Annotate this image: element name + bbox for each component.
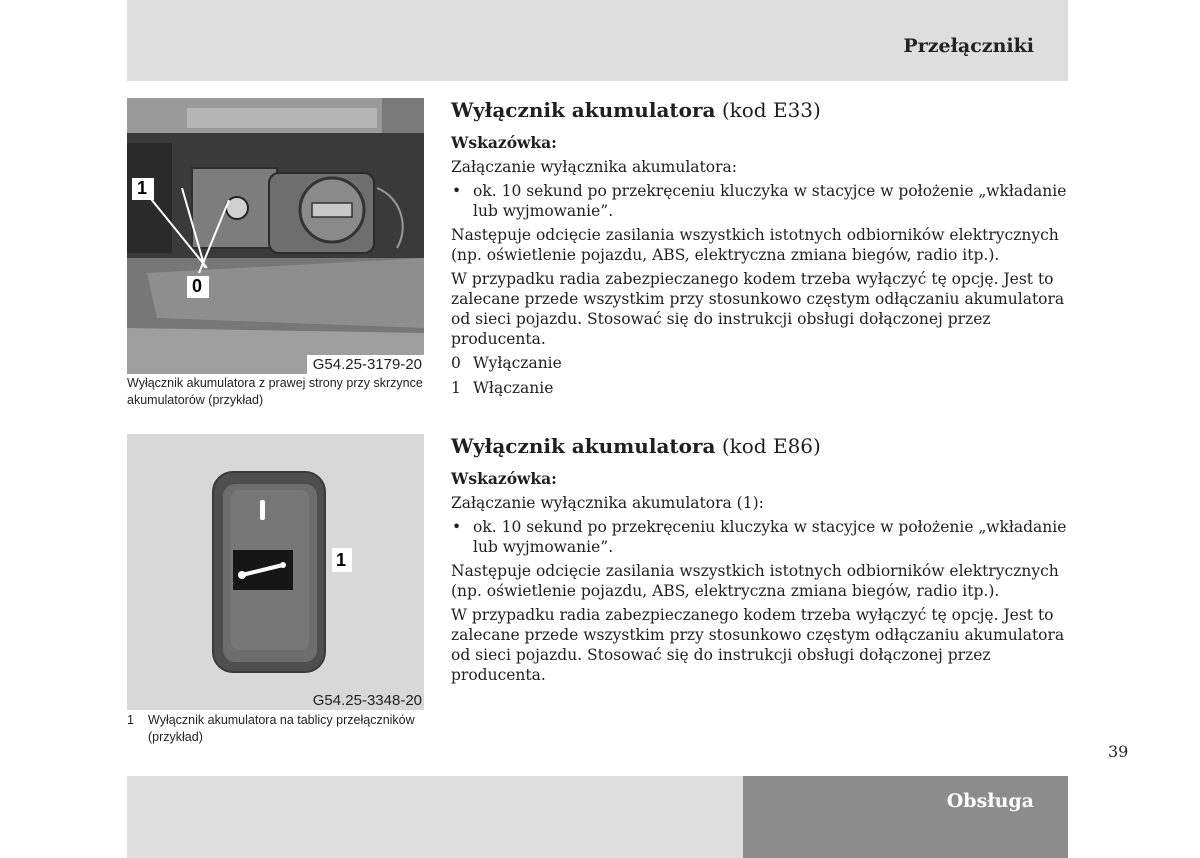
section-e86 — [451, 433, 1071, 689]
paragraph: Następuje odcięcie zasilania wszystkich istotnych odbiorników elektrycznych (np. oświetlenie pojazdu, ABS, elektryczna zmiana biegów, radio itp.). — [451, 562, 1059, 600]
section-e33 — [451, 97, 1071, 403]
position-item — [451, 378, 1071, 398]
rocker-switch-illustration — [127, 434, 424, 710]
chapter-title: Przełączniki — [903, 35, 1034, 57]
figure-code: G54.25-3348-20 — [312, 692, 422, 709]
bullet-text: ok. 10 sekund po przekręceniu kluczyka w stacyjce w położenie „wkładanie lub wyjmowanie”. — [473, 182, 1067, 220]
position-key: 0 — [451, 354, 461, 372]
heading-code: (kod E33) — [715, 98, 821, 122]
caption-number: 1 — [127, 713, 134, 727]
battery-switch-photo-illustration — [127, 98, 424, 374]
position-key: 1 — [451, 379, 461, 397]
paragraph: W przypadku radia zabezpieczanego kodem trzeba wyłączyć tę opcję. Jest to zalecane przede wszystkim przy stosunkowo częstym odłączaniu akumulatora od sieci pojazdu. Stosować się do instrukcji obsługi dołączonej przez producenta. — [451, 270, 1065, 348]
bullet-item — [451, 181, 1071, 221]
section-heading — [451, 97, 1071, 123]
figure-code: G54.25-3179-20 — [307, 355, 424, 374]
rocker-switch-drawing — [127, 434, 424, 710]
bullet-dot-icon: • — [452, 182, 462, 200]
figure-caption: Wyłącznik akumulatora z prawej strony przy skrzynce akumulatorów (przykład) — [127, 376, 423, 407]
intro-text: Załączanie wyłącznika akumulatora: — [451, 158, 737, 176]
position-label: Włączanie — [473, 379, 554, 397]
bullet-item — [451, 517, 1071, 557]
paragraph: W przypadku radia zabezpieczanego kodem trzeba wyłączyć tę opcję. Jest to zalecane przede wszystkim przy stosunkowo częstym odłączaniu akumulatora od sieci pojazdu. Stosować się do instrukcji obsługi dołączonej przez producenta. — [451, 606, 1065, 684]
position-item — [451, 353, 1071, 373]
note-label: Wskazówka: — [451, 469, 557, 488]
battery-switch-photo — [127, 98, 424, 374]
callout-1-label: 1 — [336, 550, 347, 570]
heading-code: (kod E86) — [715, 434, 821, 458]
footer-band — [127, 776, 743, 858]
bullet-text: ok. 10 sekund po przekręceniu kluczyka w stacyjce w położenie „wkładanie lub wyjmowanie”. — [473, 518, 1067, 556]
callout-0-label: 0 — [192, 276, 203, 296]
intro-text: Załączanie wyłącznika akumulatora (1): — [451, 494, 764, 512]
footer-section-title: Obsługa — [946, 790, 1034, 812]
callout-1-label: 1 — [137, 178, 148, 198]
position-label: Wyłączanie — [473, 354, 562, 372]
paragraph: Następuje odcięcie zasilania wszystkich istotnych odbiorników elektrycznych (np. oświetlenie pojazdu, ABS, elektryczna zmiana biegów, radio itp.). — [451, 226, 1059, 264]
heading-bold: Wyłącznik akumulatora — [451, 98, 716, 122]
page-number: 39 — [1108, 742, 1129, 761]
bullet-dot-icon: • — [452, 518, 462, 536]
note-label: Wskazówka: — [451, 133, 557, 152]
section-heading — [451, 433, 1071, 459]
heading-bold: Wyłącznik akumulatora — [451, 434, 716, 458]
footer-section-tab — [743, 776, 1068, 858]
header-band — [127, 0, 1068, 81]
figure-caption — [127, 712, 427, 746]
caption-text: Wyłącznik akumulatora na tablicy przełączników (przykład) — [148, 713, 415, 744]
